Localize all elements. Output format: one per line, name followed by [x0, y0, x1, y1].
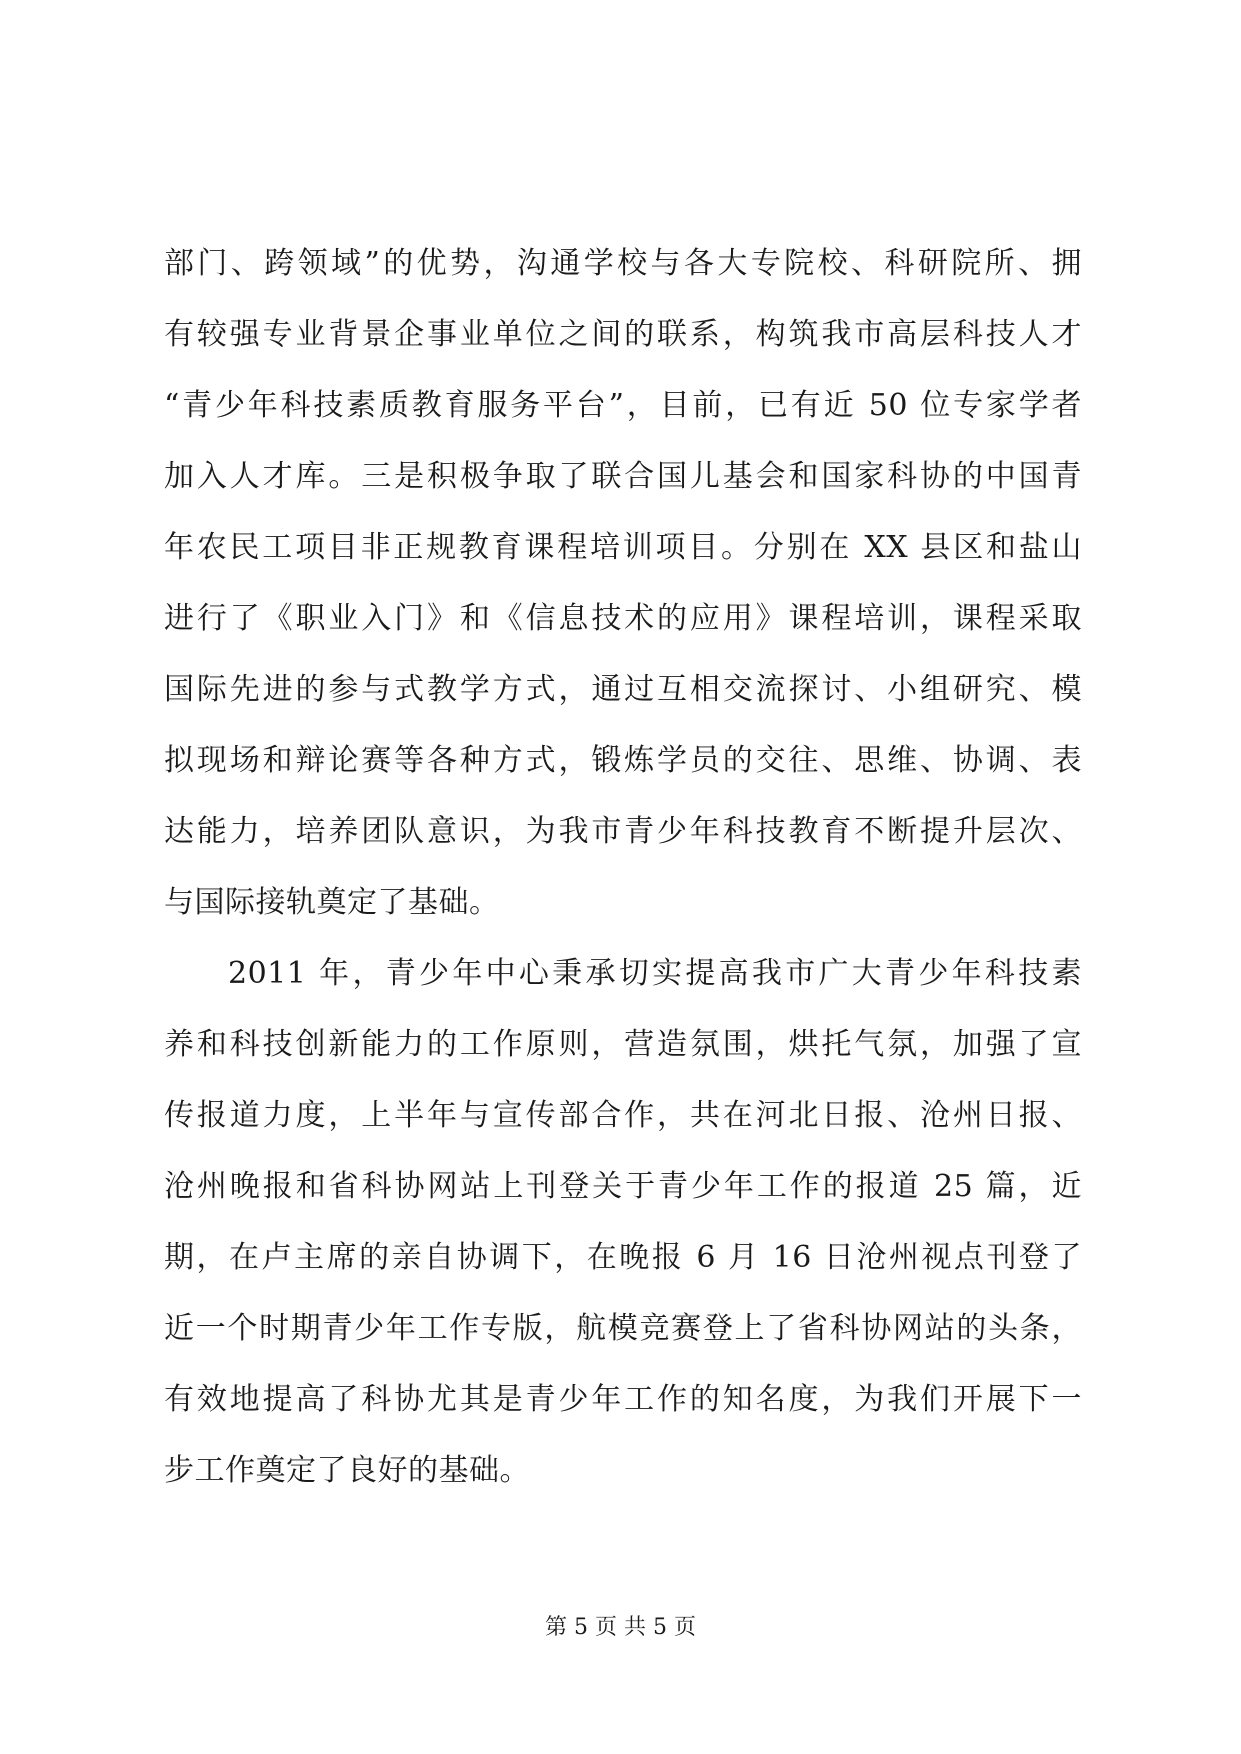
- page-number-footer: 第 5 页 共 5 页: [545, 1615, 696, 1640]
- text-line: 部门、跨领域”的优势，沟通学校与各大专院校、科研院所、拥: [164, 246, 1082, 281]
- body-text: [164, 228, 1082, 1506]
- text-line: 近一个时期青少年工作专版，航模竞赛登上了省科协网站的头条，: [164, 1311, 1082, 1346]
- text-line: 有较强专业背景企事业单位之间的联系，构筑我市高层科技人才: [164, 317, 1082, 352]
- text-line: 沧州晚报和省科协网站上刊登关于青少年工作的报道 25 篇，近: [164, 1169, 1082, 1204]
- text-line: 与国际接轨奠定了基础。: [164, 885, 500, 920]
- text-line: 有效地提高了科协尤其是青少年工作的知名度，为我们开展下一: [164, 1382, 1082, 1417]
- text-line: 加入人才库。三是积极争取了联合国儿基会和国家科协的中国青: [164, 459, 1082, 494]
- text-line: 养和科技创新能力的工作原则，营造氛围，烘托气氛，加强了宣: [164, 1027, 1082, 1062]
- text-line: 期，在卢主席的亲自协调下，在晚报 6 月 16 日沧州视点刊登了: [164, 1240, 1082, 1275]
- text-line: 拟现场和辩论赛等各种方式，锻炼学员的交往、思维、协调、表: [164, 743, 1082, 778]
- text-line: “青少年科技素质教育服务平台”，目前，已有近 50 位专家学者: [164, 388, 1082, 423]
- text-line: 年农民工项目非正规教育课程培训项目。分别在 XX 县区和盐山: [164, 530, 1082, 565]
- text-line: 传报道力度，上半年与宣传部合作，共在河北日报、沧州日报、: [164, 1098, 1082, 1133]
- text-line: 国际先进的参与式教学方式，通过互相交流探讨、小组研究、模: [164, 672, 1082, 707]
- paragraph-first-line: 2011 年，青少年中心秉承切实提高我市广大青少年科技素: [228, 956, 1082, 991]
- text-line: 步工作奠定了良好的基础。: [164, 1453, 530, 1488]
- text-line: 进行了《职业入门》和《信息技术的应用》课程培训，课程采取: [164, 601, 1082, 636]
- text-line: 达能力，培养团队意识，为我市青少年科技教育不断提升层次、: [164, 814, 1082, 849]
